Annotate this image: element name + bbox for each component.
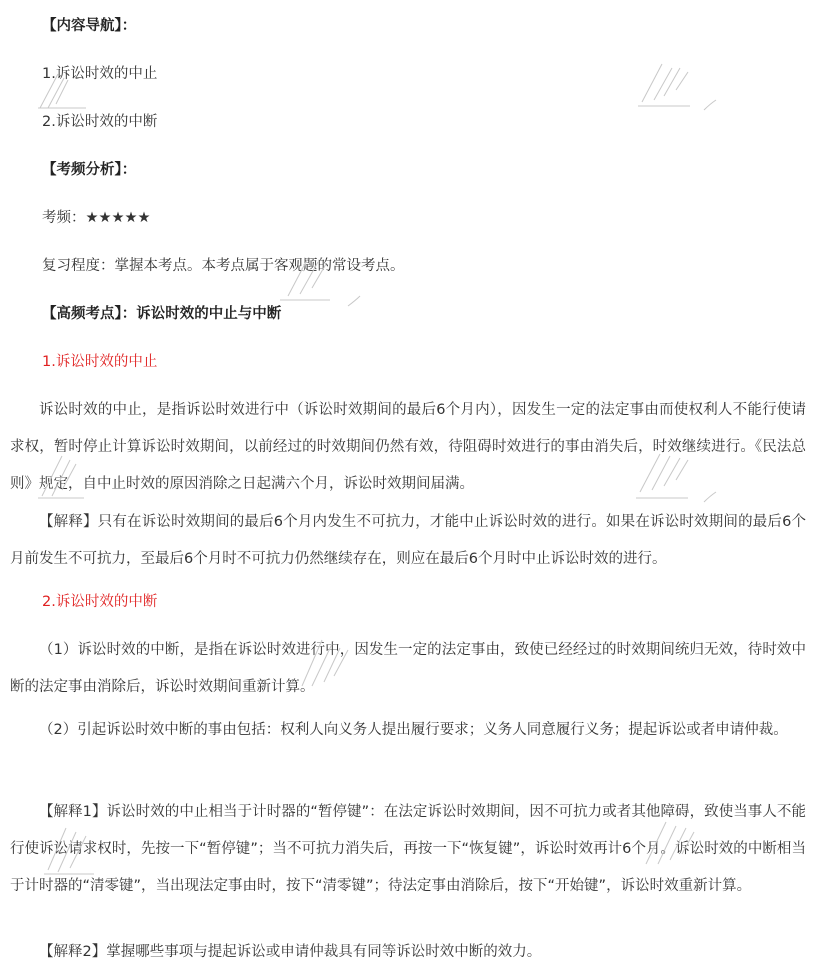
review-level: 复习程度：掌握本考点。本考点属于客观题的常设考点。 [42, 258, 405, 274]
section2-point1: （1）诉讼时效的中断，是指在诉讼时效进行中，因发生一定的法定事由，致使已经经过的时效期间统归无效，待时效中断的法定事由消除后，诉讼时效期间重新计算。 [10, 642, 806, 695]
section2-point2: （2）引起诉讼时效中断的事由包括：权利人向义务人提出履行要求；义务人同意履行义务；提起诉讼或者申请仲裁。 [39, 722, 788, 738]
watermark-mark [636, 60, 726, 120]
nav-item-interruption: 2.诉讼时效的中断 [42, 114, 158, 130]
nav-heading: 【内容导航】： [42, 18, 137, 34]
section2-title: 2.诉讼时效的中断 [42, 594, 158, 610]
analysis-heading: 【考频分析】： [42, 162, 137, 178]
frequency-label: 考频： [42, 210, 86, 226]
topic-heading: 【高频考点】：诉讼时效的中止与中断 [42, 306, 282, 322]
section2-explanation1: 【解释1】诉讼时效的中止相当于计时器的“暂停键”：在法定诉讼时效期间，因不可抗力或者其他障碍，致使当事人不能行使诉讼请求权时，先按一下“暂停键”；当不可抗力消失后，再按一下“恢复键”，诉讼时效再计6个月。诉讼时效的中断相当于计时器的“清零键”，当出现法定事由时，按下“清零键”；待法定事由消除后，按下“开始键”，诉讼时效重新计算。 [10, 804, 806, 894]
frequency-stars: ★★★★★ [85, 210, 151, 226]
section1-explanation: 【解释】只有在诉讼时效期间的最后6个月内发生不可抗力，才能中止诉讼时效的进行。如果在诉讼时效期间的最后6个月前发生不可抗力，至最后6个月时不可抗力仍然继续存在，则应在最后6个月时中止诉讼时效的进行。 [10, 514, 806, 567]
frequency-row [42, 208, 151, 228]
section1-body: 诉讼时效的中止，是指诉讼时效进行中（诉讼时效期间的最后6个月内），因发生一定的法定事由而使权利人不能行使请求权，暂时停止计算诉讼时效期间，以前经过的时效期间仍然有效，待阻碍时效进行的事由消失后，时效继续进行。《民法总则》规定，自中止时效的原因消除之日起满六个月，诉讼时效期间届满。 [10, 402, 806, 492]
section1-title: 1.诉讼时效的中止 [42, 354, 158, 370]
section2-explanation2: 【解释2】掌握哪些事项与提起诉讼或申请仲裁具有同等诉讼时效中断的效力。 [39, 944, 542, 960]
nav-item-suspension: 1.诉讼时效的中止 [42, 66, 158, 82]
